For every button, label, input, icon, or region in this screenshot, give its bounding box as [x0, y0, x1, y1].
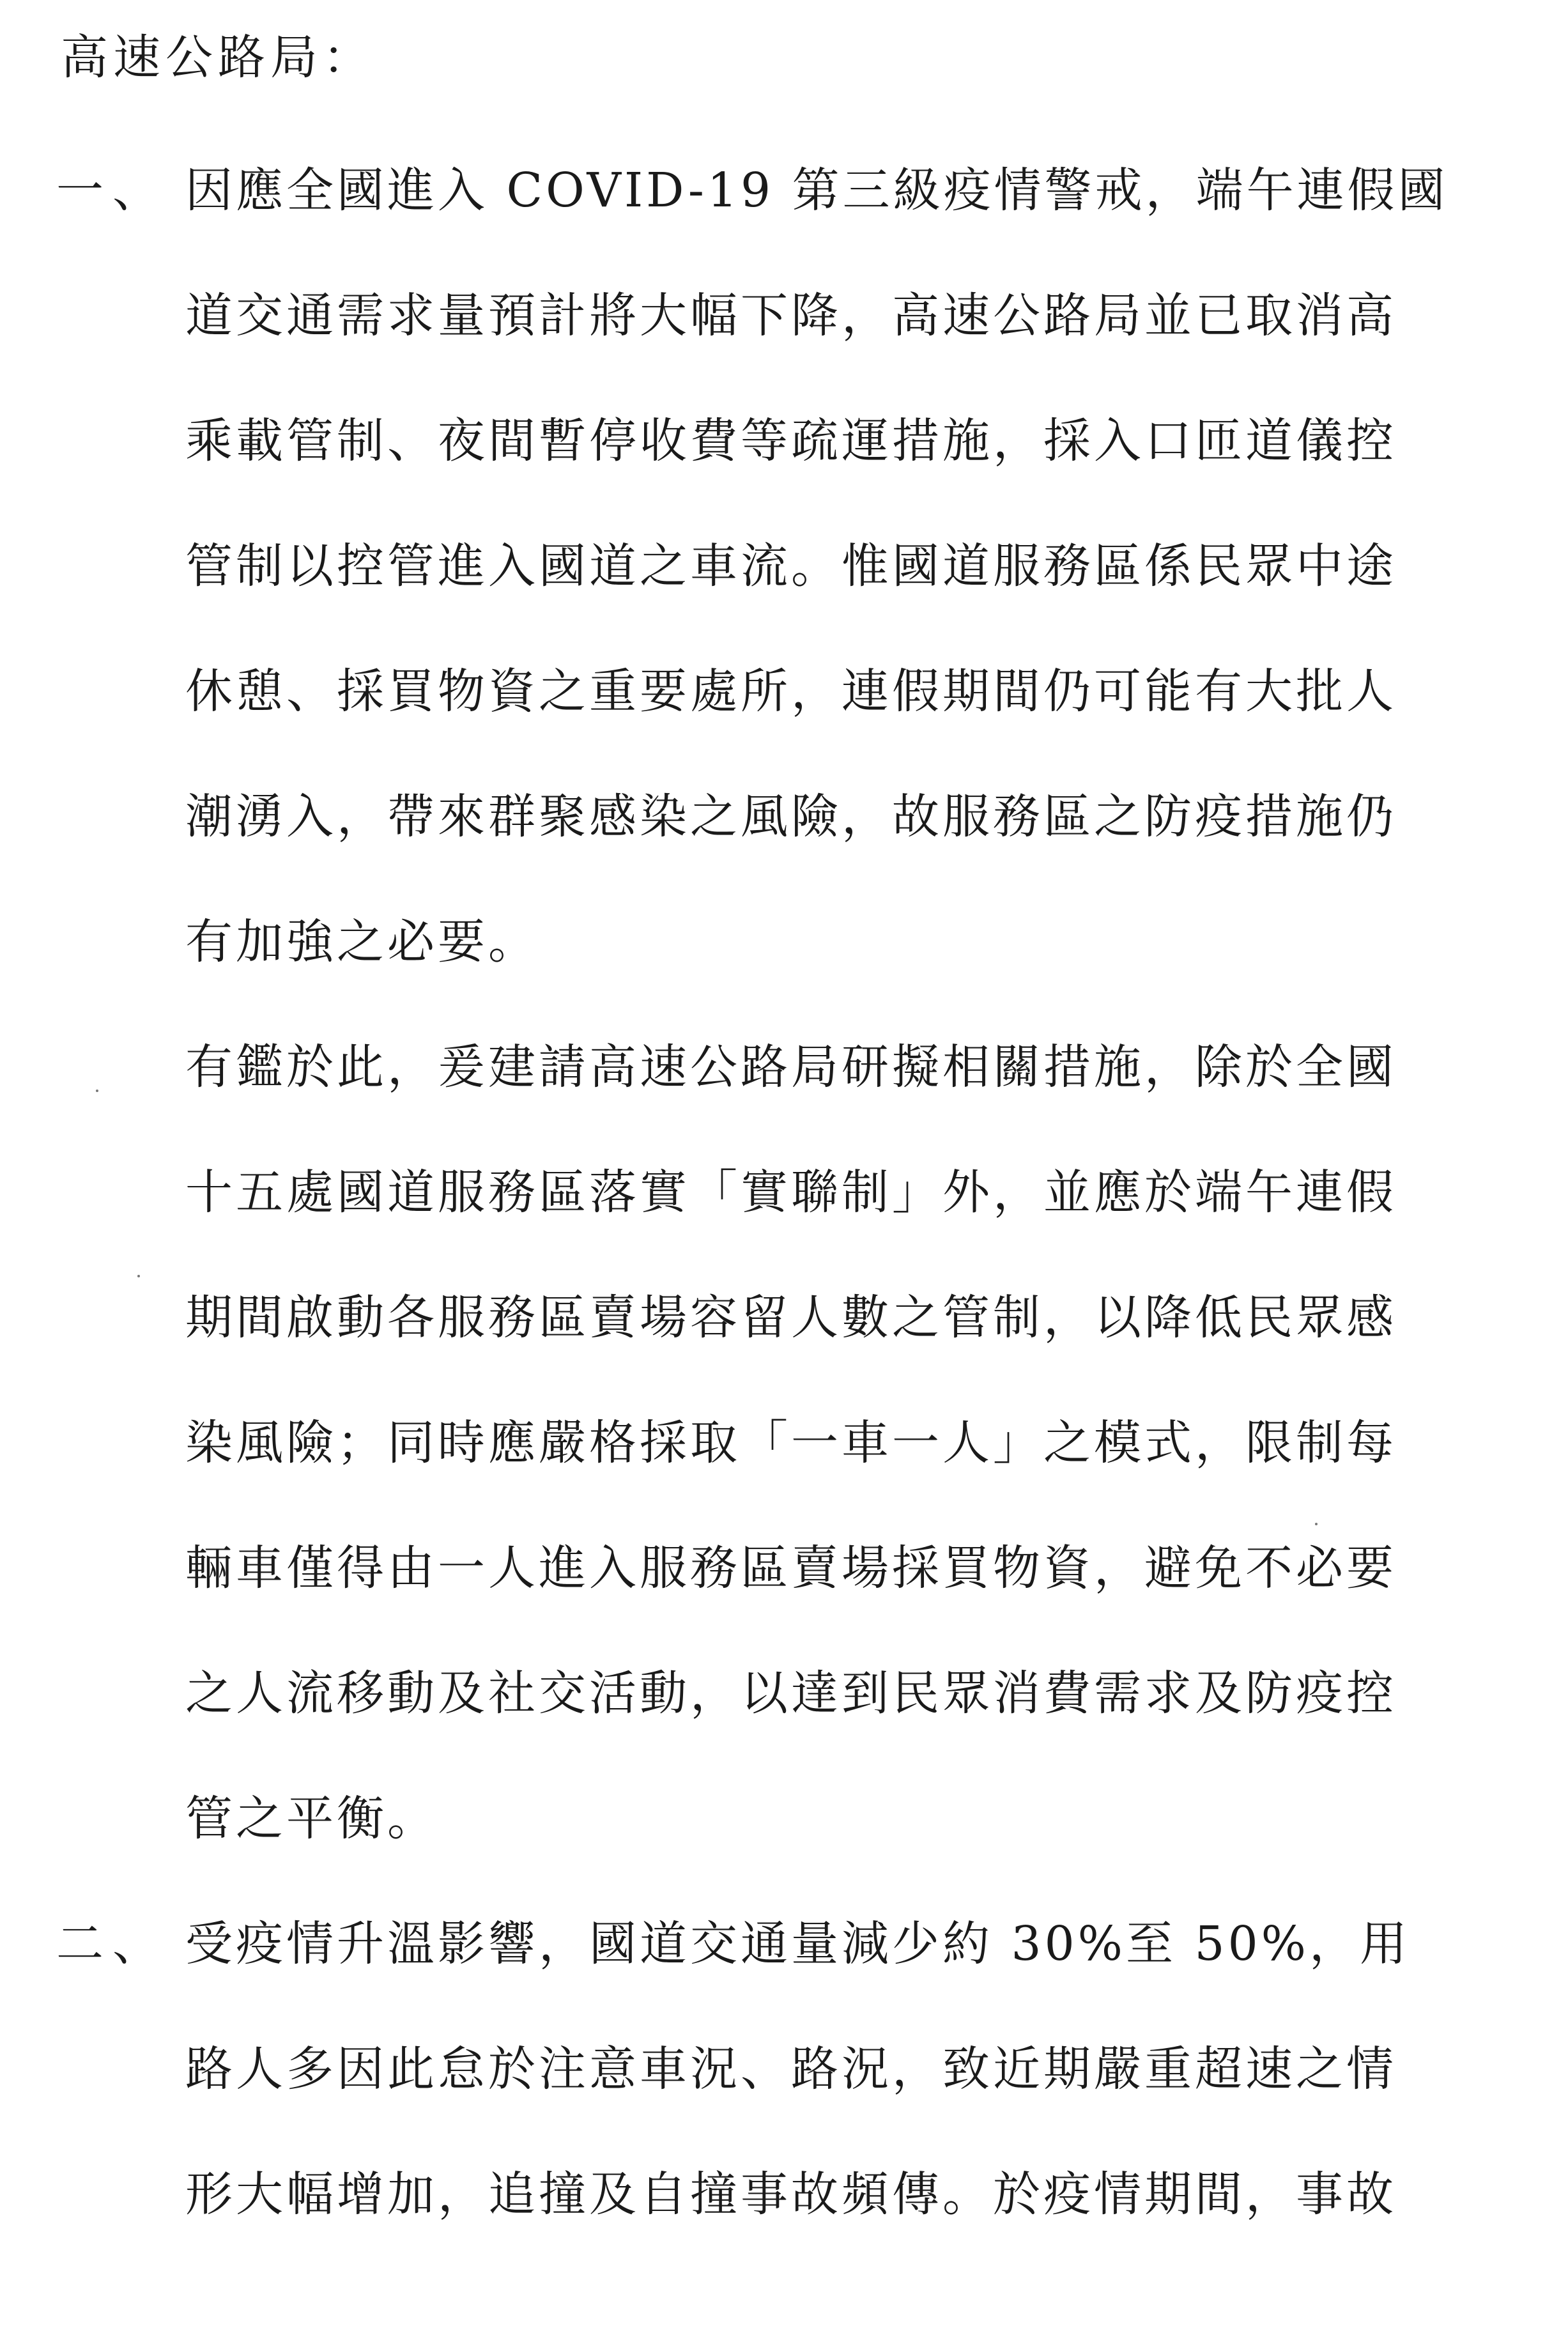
text-line: 道交通需求量預計將大幅下降，高速公路局並已取消高: [185, 288, 1397, 343]
scan-speck: [96, 1090, 98, 1092]
text-line: 有鑑於此，爰建請高速公路局研擬相關措施，除於全國: [185, 1040, 1397, 1095]
section-2-paragraph-1: [185, 1881, 1527, 2257]
scan-speck: [1315, 1523, 1318, 1525]
text-line: 輛車僅得由一人進入服務區賣場採買物資，避免不必要: [185, 1541, 1397, 1596]
text-line: 染風險；同時應嚴格採取「一車一人」之模式，限制每: [185, 1415, 1397, 1470]
section-2-marker: 二、: [56, 1916, 169, 1971]
text-line: 期間啟動各服務區賣場容留人數之管制，以降低民眾感: [185, 1290, 1397, 1345]
text-line: 乘載管制、夜間暫停收費等疏運措施，採入口匝道儀控: [185, 413, 1397, 468]
text-line: 路人多因此怠於注意車況、路況，致近期嚴重超速之情: [185, 2042, 1397, 2097]
text-line: 十五處國道服務區落實「實聯制」外，並應於端午連假: [185, 1165, 1397, 1220]
text-line: 潮湧入，帶來群聚感染之風險，故服務區之防疫措施仍: [185, 789, 1397, 844]
text-line: 形大幅增加，追撞及自撞事故頻傳。於疫情期間，事故: [185, 2167, 1397, 2222]
text-line: 之人流移動及社交活動，以達到民眾消費需求及防疫控: [185, 1666, 1397, 1721]
text-line: 有加強之必要。: [185, 914, 539, 969]
text-line: 休憩、採買物資之重要處所，連假期間仍可能有大批人: [185, 664, 1397, 719]
addressee-heading: 高速公路局：: [61, 30, 375, 85]
section-1-paragraph-1: [185, 128, 1527, 1005]
scan-speck: [137, 1275, 140, 1277]
text-line: 管制以控管進入國道之車流。惟國道服務區係民眾中途: [185, 539, 1397, 594]
text-line: 因應全國進入 COVID-19 第三級疫情警戒，端午連假國: [185, 163, 1449, 218]
section-1-marker: 一、: [56, 163, 169, 218]
text-line: 受疫情升溫影響，國道交通量減少約 30%至 50%，用: [185, 1916, 1410, 1971]
section-1-paragraph-2: [185, 1005, 1527, 1881]
text-line: 管之平衡。: [185, 1791, 438, 1846]
